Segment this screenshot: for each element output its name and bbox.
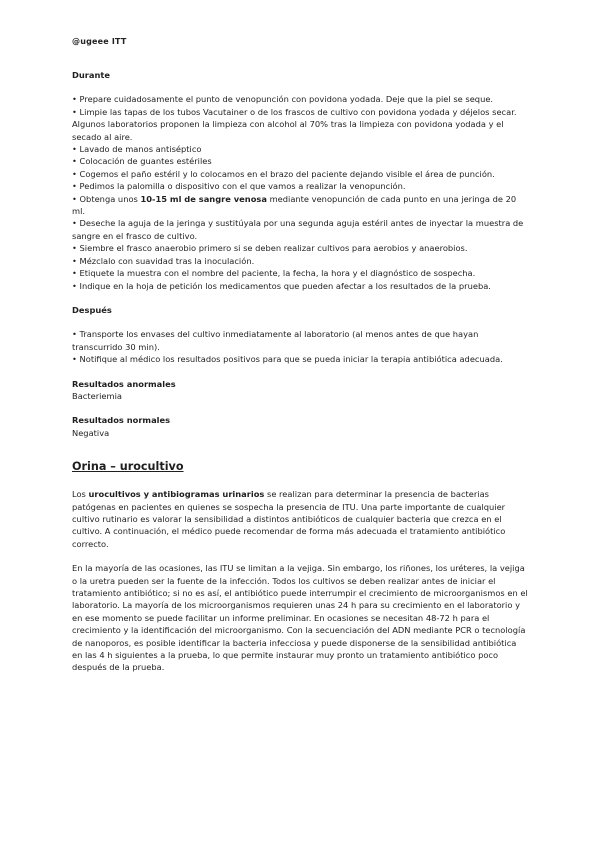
resultados-normales-value: Negativa bbox=[72, 427, 110, 438]
resultados-anormales-value: Bacteriemia bbox=[72, 390, 122, 401]
durante-heading: Durante bbox=[72, 70, 110, 80]
list-item: • Notifique al médico los resultados positivos para que se pueda iniciar la terapia antibiótica adecuada. bbox=[72, 354, 503, 365]
list-item: • Siembre el frasco anaerobio primero si se deben realizar cultivos para aerobios y anaerobios. bbox=[72, 243, 468, 254]
list-item: • Limpie las tapas de los tubos Vacutainer o de los frascos de cultivo con povidona yodada y déjelos secar. Algunos laboratorios proponen la limpieza con alcohol al 70% tras la limpieza con povidona yodada y el secado al aire. bbox=[72, 106, 517, 142]
list-item: • Obtenga unos 10-15 ml de sangre venosa mediante venopunción de cada punto en una jeringa de 20 ml. bbox=[72, 193, 517, 217]
durante-list bbox=[72, 93, 528, 292]
list-item: • Mézclalo con suavidad tras la inoculación. bbox=[72, 255, 255, 266]
document-body bbox=[72, 69, 528, 674]
despues-heading: Después bbox=[72, 304, 112, 315]
list-item: • Etiquete la muestra con el nombre del paciente, la fecha, la hora y el diagnóstico de sospecha. bbox=[72, 268, 476, 279]
list-item: • Deseche la aguja de la jeringa y sustitúyala por una segunda aguja estéril antes de inyectar la muestra de sangre en el frasco de cultivo. bbox=[72, 218, 524, 241]
orina-paragraph-1: Los urocultivos y antibiogramas urinarios se realizan para determinar la presencia de bacterias patógenas en pacientes en quienes se sospecha la presencia de ITU. Una parte importante de cualquier cultivo rutinario es valorar la sensibilidad a distintos antibióticos de cualquier bacteria que crezca en el cultivo. A continuación, el médico puede recomendar de forma más adecuada el tratamiento antibiótico correcto. bbox=[72, 489, 506, 549]
resultados-normales-heading: Resultados normales bbox=[72, 415, 171, 426]
list-item: • Lavado de manos antiséptico bbox=[72, 144, 202, 155]
list-item: • Pedimos la palomilla o dispositivo con el que vamos a realizar la venopunción. bbox=[72, 181, 406, 192]
brand-logo: @ugeee ITT bbox=[72, 37, 127, 46]
orina-paragraph-2: En la mayoría de las ocasiones, las ITU se limitan a la vejiga. Sin embargo, los riñones, los uréteres, la vejiga o la uretra pueden ser la fuente de la infección. Todos los cultivos se deben realizar antes de iniciar el tratamiento antibiótico; si no es así, el antibiótico puede interrumpir el crecimiento de microorganismos en el laboratorio. La mayoría de los microorganismos requieren unas 24 h para su crecimiento en el laboratorio y en ese momento se puede facilitar un informe preliminar. En ocasiones se necesitan 48-72 h para el crecimiento y la identificación del microorganismo. Con la secuenciación del ADN mediante PCR o tecnología de nanoporos, es posible identificar la bacteria infecciosa y puede disponerse de la sensibilidad antibiótica en las 4 h siguientes a la prueba, lo que permite instaurar muy pronto un tratamiento antibiótico poco después de la prueba. bbox=[72, 563, 528, 673]
despues-list bbox=[72, 328, 528, 365]
resultados-anormales-heading: Resultados anormales bbox=[72, 378, 176, 389]
list-item: • Prepare cuidadosamente el punto de venopunción con povidona yodada. Deje que la piel se seque. bbox=[72, 94, 494, 105]
list-item: • Colocación de guantes estériles bbox=[72, 156, 212, 167]
list-item: • Cogemos el paño estéril y lo colocamos en el brazo del paciente dejando visible el área de punción. bbox=[72, 168, 495, 179]
list-item: • Transporte los envases del cultivo inmediatamente al laboratorio (al menos antes de que hayan transcurrido 30 min). bbox=[72, 329, 479, 352]
section-title-orina: Orina – urocultivo bbox=[72, 460, 184, 474]
list-item: • Indique en la hoja de petición los medicamentos que pueden afectar a los resultados de la prueba. bbox=[72, 280, 491, 291]
